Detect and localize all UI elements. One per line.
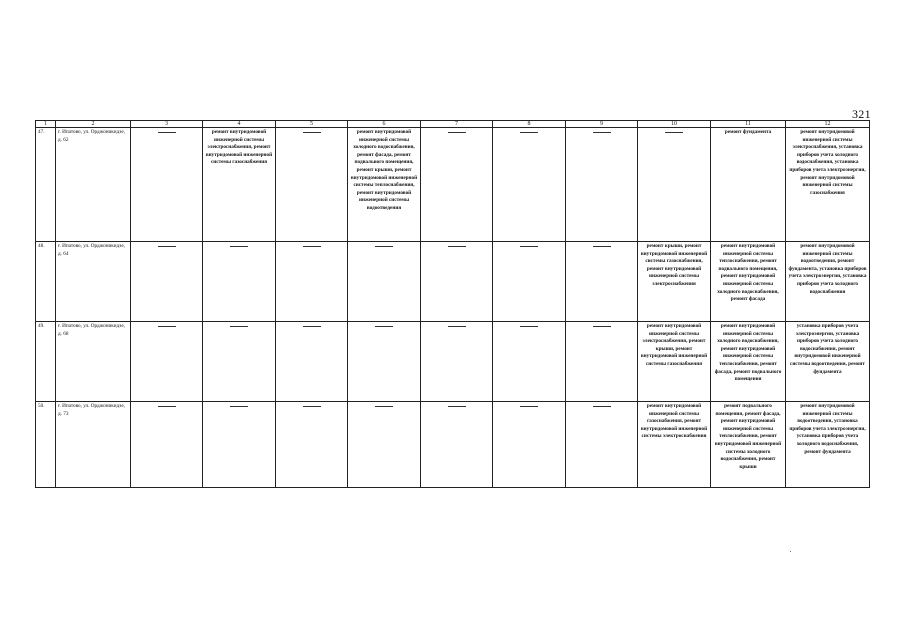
empty-cell <box>493 322 566 402</box>
row-number: 48. <box>36 242 56 322</box>
column-header: 11 <box>711 121 786 128</box>
row-number: 49. <box>36 322 56 402</box>
column-header: 1 <box>36 121 56 128</box>
dash-mark <box>520 326 538 327</box>
row-address: г. Ипатово, ул. Орджоникидзе, д. 64 <box>56 242 131 322</box>
dash-mark <box>303 246 321 247</box>
work-cell: ремонт подвального помещения, ремонт фасада, ремонт внутридомовой инженерной системы теплоснабжения, ремонт внутридомовой инженерной системы холодного водоснабжения, ремонт крыши <box>711 402 786 488</box>
work-cell: ремонт фундамента <box>711 128 786 242</box>
work-cell: ремонт внутридомовой инженерной системы водоотведения, установка приборов учета электроэнергии, установка приборов учета холодного водоснабжения, ремонт фундамента <box>786 402 870 488</box>
dash-mark <box>375 246 393 247</box>
table-row <box>36 128 870 242</box>
work-cell: ремонт внутридомовой инженерной системы водоотведения, ремонт фундамента, установка приборов учета электроэнергии, установка приборов учета холодного водоснабжения <box>786 242 870 322</box>
work-cell: ремонт крыши, ремонт внутридомовой инженерной системы газоснабжения, ремонт внутридомовой инженерной системы электроснабжения <box>638 242 711 322</box>
dash-mark <box>230 326 248 327</box>
dash-mark <box>303 132 321 133</box>
dash-mark <box>520 406 538 407</box>
empty-cell <box>421 242 493 322</box>
column-header: 3 <box>131 121 203 128</box>
empty-cell <box>566 128 638 242</box>
dash-mark <box>158 326 176 327</box>
column-header: 12 <box>786 121 870 128</box>
dash-mark <box>230 246 248 247</box>
empty-cell <box>203 242 276 322</box>
work-cell: ремонт внутридомовой инженерной системы теплоснабжения, ремонт подвального помещения, ремонт внутридомовой инженерной системы холодного водоснабжения, ремонт фасада <box>711 242 786 322</box>
table-row <box>36 322 870 402</box>
dash-mark <box>448 132 466 133</box>
empty-cell <box>421 322 493 402</box>
empty-cell <box>348 402 421 488</box>
column-header: 8 <box>493 121 566 128</box>
dash-mark <box>520 246 538 247</box>
empty-cell <box>638 128 711 242</box>
dash-mark <box>593 326 611 327</box>
work-cell: ремонт внутридомовой инженерной системы электроснабжения, установка приборов учета холодного водоснабжения, установка приборов учета электроэнергии, ремонт внутридомовой инженерной системы газоснабжения <box>786 128 870 242</box>
column-header: 9 <box>566 121 638 128</box>
column-header: 4 <box>203 121 276 128</box>
empty-cell <box>348 242 421 322</box>
work-cell: ремонт внутридомовой инженерной системы газоснабжения, ремонт внутридомовой инженерной системы электроснабжения <box>638 402 711 488</box>
dash-mark <box>158 246 176 247</box>
empty-cell <box>421 128 493 242</box>
work-cell: ремонт внутридомовой инженерной системы электроснабжения, ремонт крыши, ремонт внутридомовой инженерной системы газоснабжения <box>638 322 711 402</box>
work-cell: ремонт внутридомовой инженерной системы электроснабжения, ремонт внутридомовой инженерной системы газоснабжения <box>203 128 276 242</box>
table-row <box>36 242 870 322</box>
empty-cell <box>421 402 493 488</box>
dash-mark <box>158 132 176 133</box>
dash-mark <box>665 132 683 133</box>
empty-cell <box>276 242 348 322</box>
empty-cell <box>131 402 203 488</box>
dash-mark <box>230 406 248 407</box>
dash-mark <box>375 406 393 407</box>
dash-mark <box>448 246 466 247</box>
dash-mark <box>593 132 611 133</box>
table-row <box>36 402 870 488</box>
column-header: 6 <box>348 121 421 128</box>
column-number-row <box>36 121 870 128</box>
row-address: г. Ипатово, ул. Орджоникидзе, д. 73 <box>56 402 131 488</box>
page-number: 321 <box>852 107 871 121</box>
dash-mark <box>158 406 176 407</box>
work-cell: установка приборов учета электроэнергии, установка приборов учета холодного водоснабжения, ремонт внутридомовой инженерной системы водоотведения, ремонт фундамента <box>786 322 870 402</box>
row-number: 50. <box>36 402 56 488</box>
empty-cell <box>276 402 348 488</box>
row-address: г. Ипатово, ул. Орджоникидзе, д. 68 <box>56 322 131 402</box>
dash-mark <box>593 406 611 407</box>
column-header: 7 <box>421 121 493 128</box>
column-header: 2 <box>56 121 131 128</box>
column-header: 10 <box>638 121 711 128</box>
scan-speck <box>790 551 791 552</box>
dash-mark <box>375 326 393 327</box>
column-header: 5 <box>276 121 348 128</box>
row-number: 47. <box>36 128 56 242</box>
empty-cell <box>131 322 203 402</box>
empty-cell <box>276 322 348 402</box>
dash-mark <box>520 132 538 133</box>
row-address: г. Ипатово, ул. Орджоникидзе, д. 62 <box>56 128 131 242</box>
dash-mark <box>593 246 611 247</box>
repair-schedule-table <box>35 120 870 488</box>
empty-cell <box>493 242 566 322</box>
empty-cell <box>203 402 276 488</box>
dash-mark <box>448 406 466 407</box>
empty-cell <box>493 128 566 242</box>
empty-cell <box>131 128 203 242</box>
dash-mark <box>448 326 466 327</box>
work-cell: ремонт внутридомовой инженерной системы холодного водоснабжения, ремонт внутридомовой инженерной системы теплоснабжения, ремонт фасада, ремонт подвального помещения <box>711 322 786 402</box>
dash-mark <box>303 406 321 407</box>
empty-cell <box>566 402 638 488</box>
work-cell: ремонт внутридомовой инженерной системы холодного водоснабжения, ремонт фасада, ремонт подвального помещения, ремонт крыши, ремонт внутридомовой инженерной системы теплоснабжения, ремонт внутридомовой инженерной системы водоотведения <box>348 128 421 242</box>
empty-cell <box>276 128 348 242</box>
empty-cell <box>493 402 566 488</box>
empty-cell <box>348 322 421 402</box>
empty-cell <box>131 242 203 322</box>
empty-cell <box>203 322 276 402</box>
empty-cell <box>566 322 638 402</box>
dash-mark <box>303 326 321 327</box>
empty-cell <box>566 242 638 322</box>
